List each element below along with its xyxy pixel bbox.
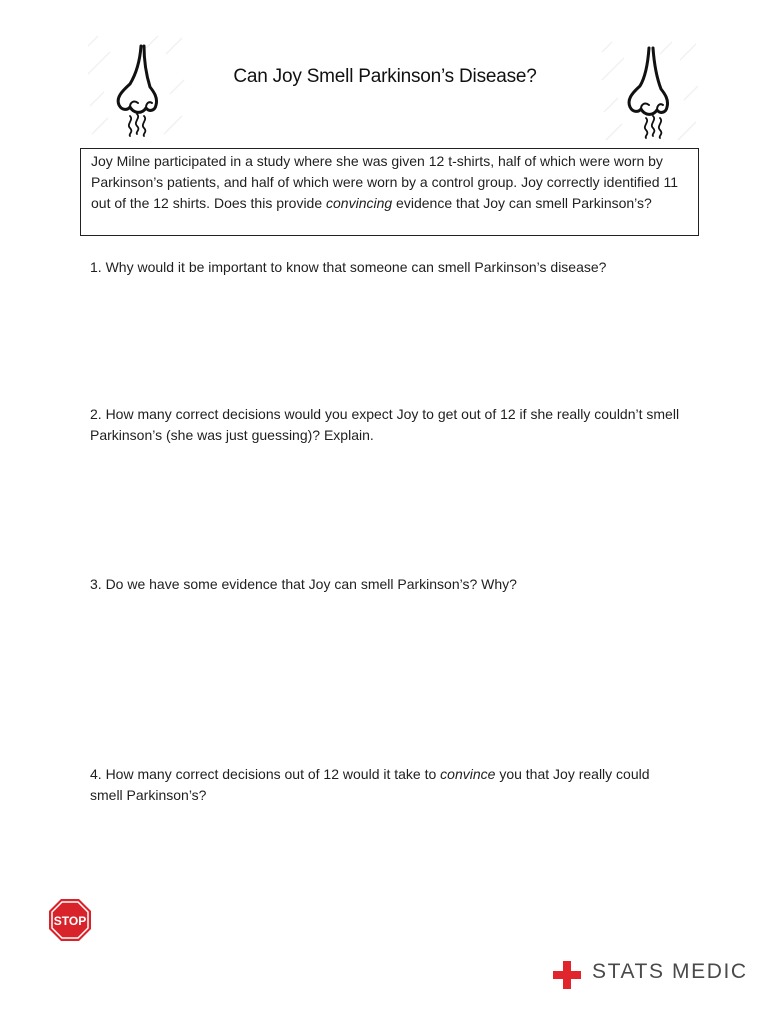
question-3: 3. Do we have some evidence that Joy can smell Parkinson’s? Why? [90,576,517,592]
scenario-text-end: evidence that Joy can smell Parkinson’s? [392,195,652,211]
question-4-text: 4. How many correct decisions out of 12 would it take to [90,766,441,782]
scenario-box [80,148,699,236]
scenario-text: Joy Milne participated in a study where she was given 12 t-shirts, half of which were worn by Parkinson’s patients, and half of which were worn by a control group. Joy correctly identified 11 out of the 12 shirts. Does this provide [91,153,679,211]
stop-sign-icon [48,898,92,942]
question-1: 1. Why would it be important to know that someone can smell Parkinson’s disease? [90,259,607,275]
question-4-text-end: you that Joy really could smell Parkinson’s? [90,766,650,803]
question-2: 2. How many correct decisions would you expect Joy to get out of 12 if she really couldn’t smell Parkinson’s (she was just guessing)? Explain. [90,406,680,443]
red-cross-icon [553,961,581,989]
brand-name: STATS MEDIC [592,960,748,983]
scenario-emphasis: convincing [326,195,393,211]
stop-label: STOP [53,914,87,928]
brand-logo [553,958,748,990]
nose-icon [86,34,186,138]
question-4 [90,764,680,806]
question-4-emphasis: convince [440,766,496,782]
page-title: Can Joy Smell Parkinson’s Disease? [233,66,537,87]
nose-icon [600,40,700,144]
